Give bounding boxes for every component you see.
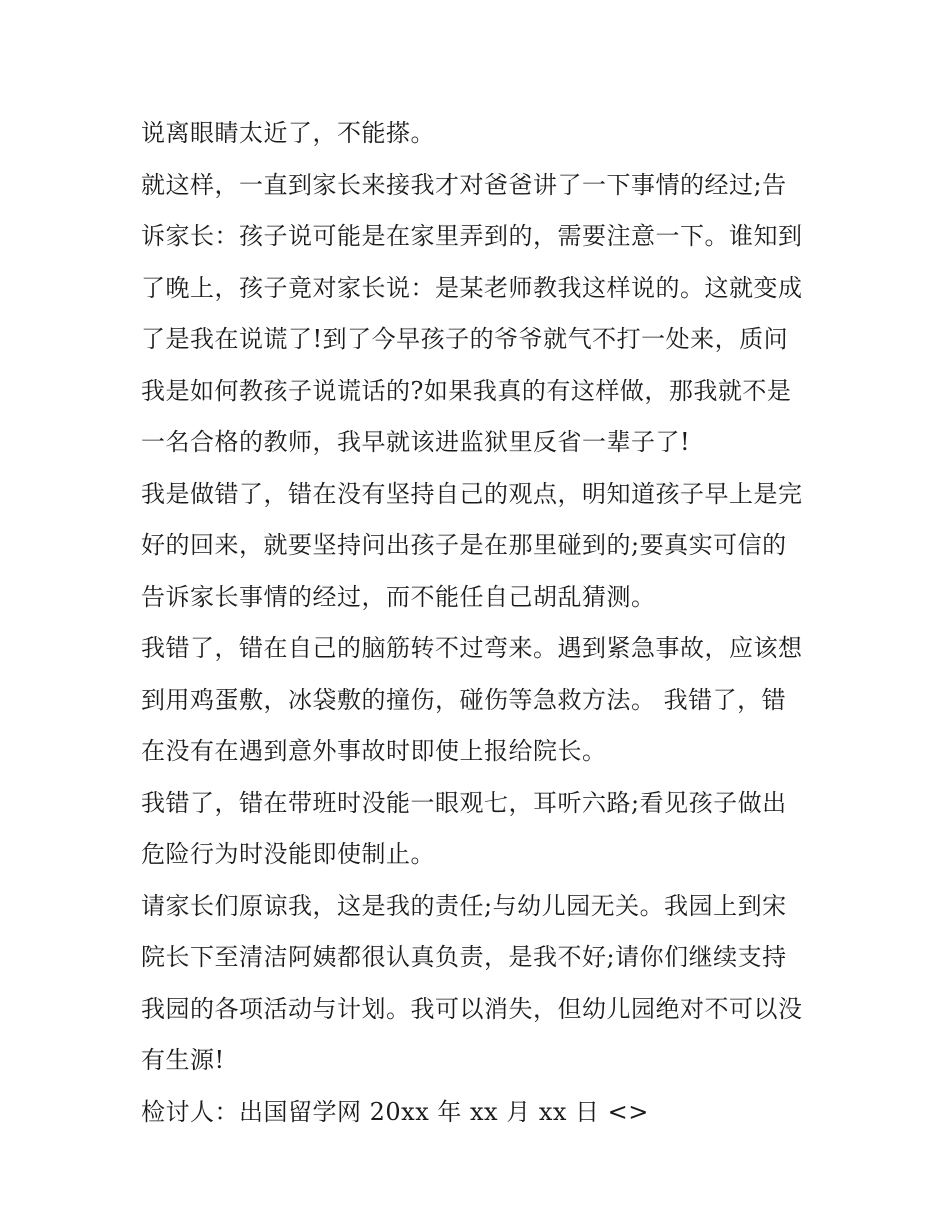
paragraph-1 [141, 108, 816, 160]
text-line: 到用鸡蛋敷，冰袋敷的撞伤，碰伤等急救方法。 我错了，错 [141, 685, 787, 714]
text-line: 告诉家长事情的经过，而不能任自己胡乱猜测。 [141, 582, 656, 611]
text-line: 了是我在说谎了!到了今早孩子的爷爷就气不打一处来，质问 [141, 325, 789, 353]
text-line: 我错了，错在带班时没能一眼观七，耳听六路;看见孩子做出 [141, 788, 787, 817]
text-line: 说离眼睛太近了，不能搽。 [141, 119, 435, 147]
text-line: 就这样，一直到家长来接我才对爸爸讲了一下事情的经过;告 [141, 170, 787, 199]
text-line: 危险行为时没能即使制止。 [141, 840, 435, 868]
text-line: 有生源! [141, 1046, 225, 1074]
paragraph-2 [141, 160, 816, 469]
text-line: 检讨人：出国留学网 20xx 年 xx 月 xx 日 <> [141, 1097, 649, 1126]
text-line: 好的回来，就要坚持问出孩子是在那里碰到的;要真实可信的 [141, 531, 787, 559]
text-line: 诉家长：孩子说可能是在家里弄到的，需要注意一下。谁知到 [141, 222, 803, 250]
text-line: 一名合格的教师，我早就该进监狱里反省一辈子了! [141, 428, 691, 456]
text-line: 我园的各项活动与计划。我可以消失，但幼儿园绝对不可以没 [141, 994, 803, 1023]
text-line: 请家长们原谅我，这是我的责任;与幼儿园无关。我园上到宋 [141, 891, 787, 920]
text-line: 院长下至清洁阿姨都很认真负责，是我不好;请你们继续支持 [141, 943, 787, 971]
paragraph-3 [141, 469, 816, 624]
text-line: 在没有在遇到意外事故时即使上报给院长。 [141, 737, 607, 765]
text-line: 我是如何教孩子说谎话的?如果我真的有这样做，那我就不是 [141, 376, 792, 405]
text-line: 了晚上，孩子竟对家长说：是某老师教我这样说的。这就变成 [141, 273, 803, 302]
paragraph-5 [141, 778, 816, 881]
document-body [141, 108, 816, 1138]
paragraph-4 [141, 623, 816, 778]
text-line: 我是做错了，错在没有坚持自己的观点，明知道孩子早上是完 [141, 479, 803, 508]
text-line: 我错了，错在自己的脑筋转不过弯来。遇到紧急事故，应该想 [141, 634, 803, 662]
paragraph-6 [141, 881, 816, 1087]
signature-line [141, 1087, 816, 1139]
